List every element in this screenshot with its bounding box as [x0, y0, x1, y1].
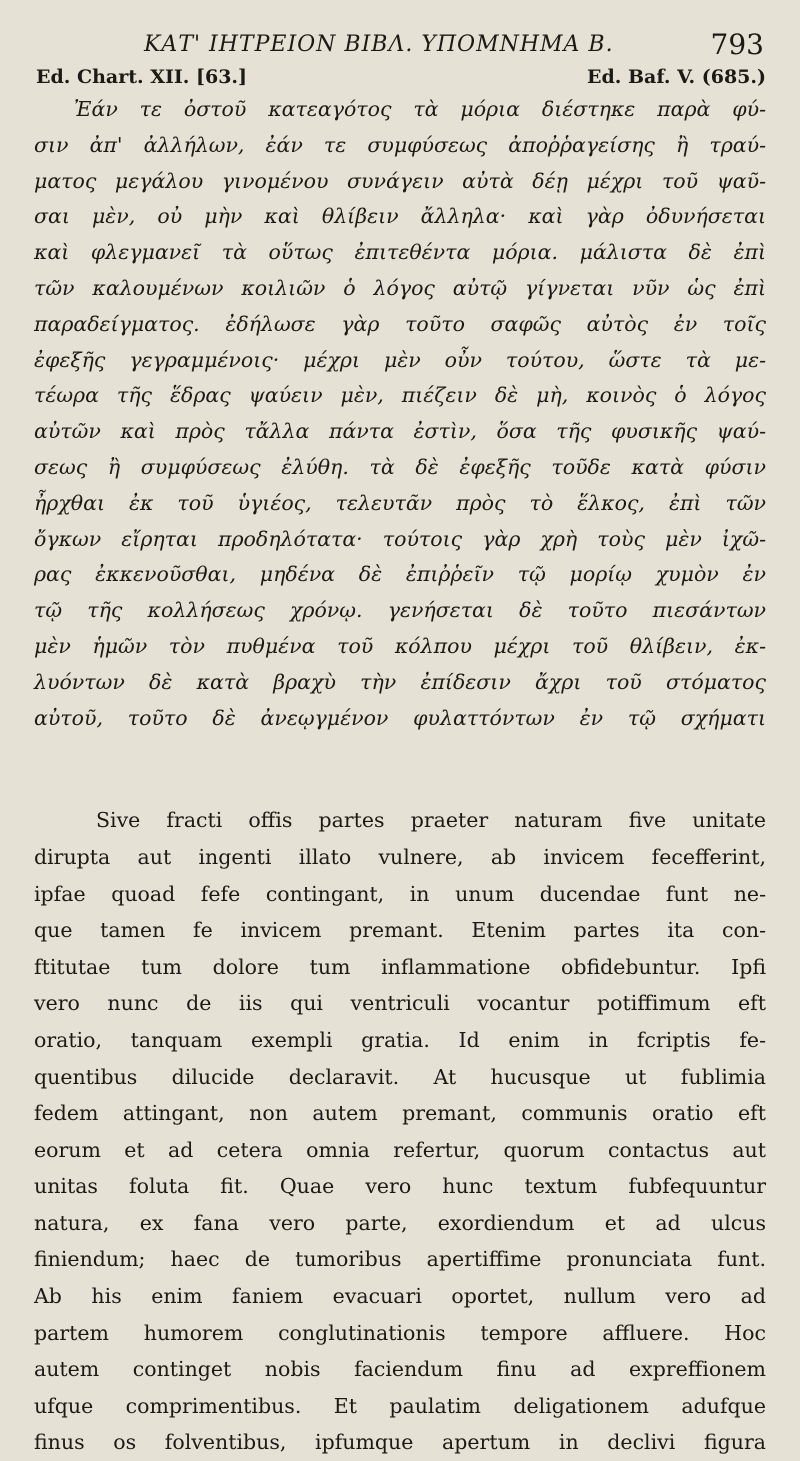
greek-line: σαι μὲν, οὐ μὴν καὶ θλίβειν ἄλληλα· καὶ γὰρ ὀδυνήσεται [34, 204, 766, 229]
greek-line: αὐτῶν καὶ πρὸς τἄλλα πάντα ἐστὶν, ὅσα τῆς φυσικῆς ψαύ- [34, 419, 766, 444]
edition-basel-reference: Ed. Baf. V. (685.) [587, 66, 766, 88]
greek-line: καὶ φλεγμανεῖ τὰ οὕτως ἐπιτεθέντα μόρια. μάλιστα δὲ ἐπὶ [34, 240, 766, 265]
latin-line: ufque comprimentibus. Et paulatim deligationem adufque [34, 1393, 766, 1418]
latin-line: dirupta aut ingenti illato vulnere, ab invicem fecefferint, [34, 844, 766, 869]
latin-line: que tamen fe invicem premant. Etenim partes ita con- [34, 918, 766, 943]
latin-line: oratio, tanquam exempli gratia. Id enim in fcriptis fe- [34, 1027, 766, 1052]
greek-line: ἦρχθαι ἐκ τοῦ ὑγιέος, τελευτᾶν πρὸς τὸ ἕλκος, ἐπὶ τῶν [34, 490, 766, 515]
latin-line: autem continget nobis faciendum finu ad expreffionem [34, 1357, 766, 1382]
greek-line: Ἐάν τε ὀστοῦ κατεαγότος τὰ μόρια διέστηκε παρὰ φύ- [74, 97, 766, 121]
edition-references [34, 64, 766, 92]
greek-line: ἐφεξῆς γεγραμμένοις· μέχρι μὲν οὖν τούτου, ὥστε τὰ με- [34, 347, 766, 372]
greek-line: τέωρα τῆς ἕδρας ψαύειν μὲν, πιέζειν δὲ μὴ, κοινὸς ὁ λόγος [34, 383, 766, 408]
latin-line: finus os folventibus, ipfumque apertum in declivi figura [34, 1430, 766, 1455]
greek-line: τῷ τῆς κολλήσεως χρόνῳ. γενήσεται δὲ τοῦτο πιεσάντων [34, 598, 766, 623]
latin-line: ftitutae tum dolore tum inflammatione obfidebuntur. Ipfi [34, 954, 766, 979]
latin-line: vero nunc de iis qui ventriculi vocantur potiffimum eft [34, 991, 766, 1016]
greek-line: λυόντων δὲ κατὰ βραχὺ τὴν ἐπίδεσιν ἄχρι τοῦ στόματος [34, 669, 766, 694]
latin-line: partem humorem conglutinationis tempore affluere. Hoc [34, 1320, 766, 1345]
greek-line: σιν ἀπ' ἀλλήλων, ἐάν τε συμφύσεως ἀποῤῥαγείσης ἢ τραύ- [34, 132, 766, 157]
latin-line: quentibus dilucide declaravit. At hucusque ut fublimia [34, 1064, 766, 1089]
latin-translation-block [34, 802, 766, 1461]
edition-chart-reference: Ed. Chart. XII. [63.] [36, 66, 248, 88]
latin-line: fedem attingant, non autem premant, communis oratio eft [34, 1101, 766, 1126]
section-gap [34, 736, 766, 802]
latin-line: eorum et ad cetera omnia refertur, quorum contactus aut [34, 1137, 766, 1162]
greek-text-block [34, 92, 766, 736]
greek-line: αὐτοῦ, τοῦτο δὲ ἀνεῳγμένον φυλαττόντων ἐν τῷ σχήματι [34, 705, 766, 730]
running-head [34, 28, 766, 64]
greek-line: ματος μεγάλου γινομένου συνάγειν αὐτὰ δέῃ μέχρι τοῦ ψαῦ- [34, 168, 766, 193]
greek-line: μὲν ἡμῶν τὸν πυθμένα τοῦ κόλπου μέχρι τοῦ θλίβειν, ἐκ- [34, 633, 766, 658]
latin-line: unitas foluta fit. Quae vero hunc textum fubfequuntur [34, 1174, 766, 1199]
greek-line: σεως ἢ συμφύσεως ἐλύθη. τὰ δὲ ἐφεξῆς τοῦδε κατὰ φύσιν [34, 454, 766, 479]
latin-line: finiendum; haec de tumoribus apertiffime pronunciata funt. [34, 1247, 766, 1272]
page-number: 793 [710, 28, 764, 61]
greek-line: ὄγκων εἴρηται προδηλότατα· τούτοις γὰρ χρὴ τοὺς μὲν ἰχῶ- [34, 526, 766, 551]
greek-line: τῶν καλουμένων κοιλιῶν ὁ λόγος αὐτῷ γίγνεται νῦν ὡς ἐπὶ [34, 275, 766, 300]
latin-line: Ab his enim faniem evacuari oportet, nullum vero ad [34, 1284, 766, 1309]
latin-line: Sive fracti offis partes praeter naturam five unitate [96, 808, 766, 833]
latin-line: natura, ex fana vero parte, exordiendum et ad ulcus [34, 1210, 766, 1235]
greek-line: παραδείγματος. ἐδήλωσε γὰρ τοῦτο σαφῶς αὐτὸς ἐν τοῖς [34, 311, 766, 336]
running-title: ΚΑΤ' ΙΗΤΡΕΙΟΝ ΒΙΒΛ. ΥΠΟΜΝΗΜΑ Β. [144, 32, 614, 57]
greek-line: ρας ἐκκενοῦσθαι, μηδένα δὲ ἐπιῤῥεῖν τῷ μορίῳ χυμὸν ἐν [34, 562, 766, 587]
latin-line: ipfae quoad fefe contingant, in unum ducendae funt ne- [34, 881, 766, 906]
